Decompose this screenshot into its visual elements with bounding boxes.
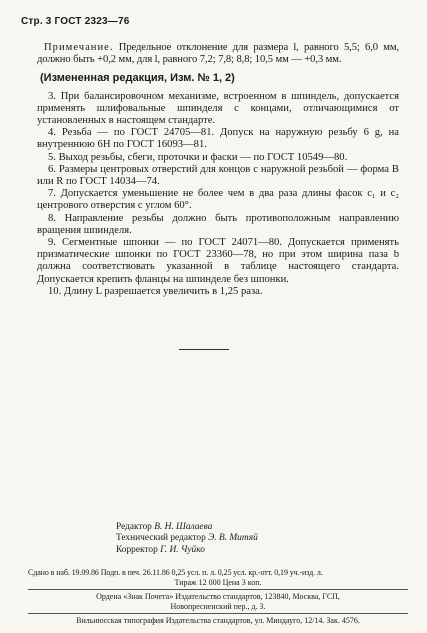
- revision-note: (Измененная редакция, Изм. № 1, 2): [40, 72, 235, 85]
- editor-role: Редактор: [116, 522, 152, 532]
- paragraph-7: 7. Допускается уменьшение не более чем в два раза длины фасок c₁ и c₂ центрового отверстия с углом 60°.: [37, 188, 399, 212]
- note-paragraph: [37, 42, 399, 66]
- editor-row: [116, 522, 258, 533]
- editors-block: [116, 522, 258, 556]
- imprint-printer: Вильнюсская типография Издательства стандартов, ул. Миндауго, 12/14. Зак. 4576.: [76, 616, 360, 626]
- tech-editor-name: Э. В. Митяй: [208, 533, 258, 544]
- note-label: Примечание.: [44, 42, 114, 53]
- corrector-row: [116, 545, 258, 556]
- imprint-rule-bottom: [28, 613, 408, 614]
- document-body: [37, 42, 399, 298]
- editor-name: В. Н. Шалаева: [154, 522, 213, 532]
- imprint-circulation: Тираж 12 000 Цена 3 коп.: [174, 577, 262, 587]
- section-divider: [179, 349, 229, 350]
- note-text: Предельное отклонение для размера l, равного 5,5; 6,0 мм, должно быть +0,2 мм, для l, равного 7,2; 7,8; 8,8; 10,5 мм — +0,3 мм.: [37, 42, 399, 66]
- paragraph-10: 10. Длину L разрешается увеличить в 1,25 раза.: [48, 285, 263, 297]
- paragraph-3: 3. При балансировочном механизме, встроенном в шпиндель, допускается применять шлифовальные шпинделя с концами, отличающимися от установленных в настоящем стандарте.: [37, 90, 399, 127]
- corrector-name: Г. И. Чуйко: [160, 544, 205, 555]
- tech-editor-role: Технический редактор: [116, 533, 206, 544]
- paragraph-6: 6. Размеры центровых отверстий для концов с наружной резьбой — форма В или R по ГОСТ 14034—74.: [37, 163, 399, 188]
- imprint-rule-top: [28, 589, 408, 590]
- tech-editor-row: [116, 533, 258, 544]
- imprint-address: Новопресненский пер., д. 3.: [170, 601, 266, 611]
- imprint-publisher: Ордена «Знак Почета» Издательство стандартов, 123840, Москва, ГСП,: [96, 592, 340, 602]
- imprint-print-data: Сдано в наб. 19.09.86 Подп. в печ. 26.11.86 0,25 усл. п. л. 0,25 усл. кр.-отт. 0,19 уч.-изд. л.: [28, 568, 323, 577]
- paragraph-5: 5. Выход резьбы, сбеги, проточки и фаски — по ГОСТ 10549—80.: [48, 151, 348, 163]
- paragraph-8: 8. Направление резьбы должно быть противоположным направлению вращения шпинделя.: [37, 212, 399, 236]
- corrector-role: Корректор: [116, 544, 158, 555]
- page-header: Стр. 3 ГОСТ 2323—76: [21, 16, 130, 27]
- paragraph-9: 9. Сегментные шпонки — по ГОСТ 24071—80. Допускается применять призматические шпонки по ГОСТ 23360—78, но при этом ширина паза b должна соответствовать указанной в таблице настоящего стандарта. Допускается крепить фланцы на шпинделе без шпонки.: [37, 237, 399, 285]
- paragraph-4: 4. Резьба — по ГОСТ 24705—81. Допуск на наружную резьбу 6 g, на внутреннюю 6H по ГОСТ 16093—81.: [37, 127, 399, 151]
- imprint-block: [28, 568, 408, 626]
